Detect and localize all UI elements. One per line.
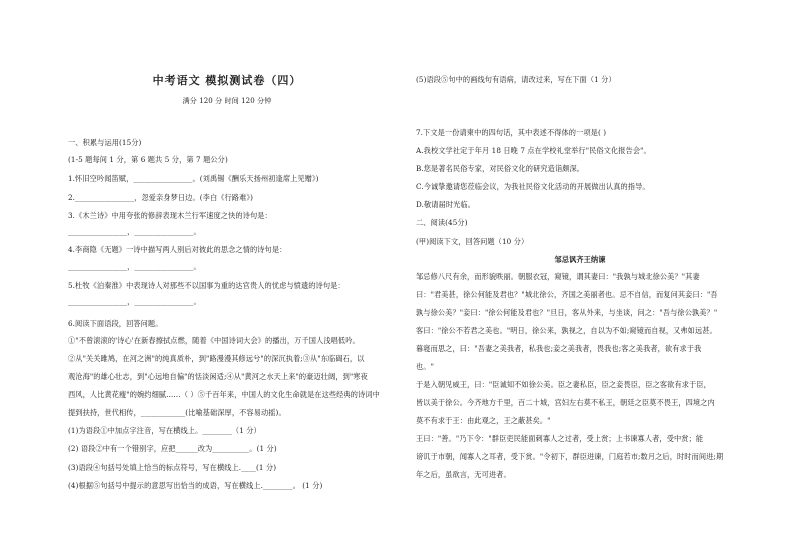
passage-line: 王曰："善。"乃下令："群臣吏民能面刺寡人之过者，受上赏；上书谏寡人者，受中赏；能	[416, 434, 704, 443]
left-line: 2.________________，忽爱亲身梦日边。(李白《行路难》)	[68, 193, 253, 202]
passage-line: 客曰："徐公不若君之美也。"明日，徐公来，孰视之，自以为不如;窥镜而自视，又弗如远甚。	[416, 326, 717, 335]
left-line: (4)根据⑤句括号中提示的意思写出恰当的成语，写在横线上.________。 (1 分)	[68, 481, 323, 490]
passage-line: 暮寝而思之，曰："吾妻之美我者，私我也;妾之美我者，畏我也;客之美我者，欲有求于我	[416, 344, 702, 353]
left-line: (2) 语段②中有一个错别字，应把______改为__________。(1 分)	[68, 444, 277, 453]
passage-line: 邹忌修八尺有余，而形貌昳丽。朝服衣冠，窥镜，谓其妻曰："我孰与城北徐公美？"其妻	[416, 272, 700, 281]
passage-line: 莫不有求于王：由此观之，王之蔽甚矣。"	[416, 416, 551, 425]
right-line: (5)语段⑤句中的画线句有语病，请改过来，写在下面（1 分）	[416, 75, 616, 84]
left-line: 4.李商隐《无题》一诗中描写两人别后对彼此的思念之情的诗句是：	[68, 245, 287, 254]
passage-line: 年之后，虽欲言，无可进者。	[416, 470, 511, 479]
left-line: 提到扶持，世代相传，____________(比喻基础深厚，不容易动摇)。	[68, 408, 286, 417]
left-line: ①"不曾滚滚的'诗心'在新春擦拭点燃，随着《中国诗词大会》的播出，万千国人浅唱低吟。	[68, 336, 360, 345]
right-line: 7.下文是一份请柬中的四句话，其中表述不得体的一项是( )	[416, 128, 607, 137]
right-line: C.今诚挚邀请您莅临会议，为我社民俗文化活动的开展做出认真的指导。	[416, 182, 650, 191]
exam-title: 中考语文 模拟测试卷（四）	[152, 74, 302, 87]
left-line: 观沧海"的雄心壮志，到"心远地自偏"的恬淡闲适;④从"黄河之水天上来"的豪迈壮阔，到"寒夜	[68, 372, 368, 381]
left-line: 3.《木兰诗》中用夸张的修辞表现木兰行军速度之快的诗句是：	[68, 211, 272, 220]
left-line: ②从"关关雎鸠，在河之洲"的纯真质朴，到"路漫漫其修远兮"的深沉执着;③从"东临碣石，以	[68, 354, 365, 363]
left-line: ________________，________________。	[68, 227, 201, 236]
passage-line: 曰："君美甚，徐公何能及君也？"城北徐公，齐国之美丽者也。忌不自信，而复问其妾曰："吾	[416, 290, 718, 299]
section-two-heading: 二、阅读(45分)	[416, 218, 468, 227]
exam-subtitle: 满分 120 分 时间 120 分钟	[182, 97, 272, 105]
left-line: (1)为语段①中加点字注音，写在横线上。________（1 分）	[68, 426, 261, 435]
passage-line: 于是入朝见威王，曰："臣诚知不如徐公美。臣之妻私臣，臣之妾畏臣，臣之客欲有求于臣，	[416, 380, 711, 389]
passage-line: 也。"	[416, 362, 434, 371]
passage-line: 孰与徐公美？"妾曰："徐公何能及君也？"旦日，客从外来，与坐谈，问之："吾与徐公孰美？"	[416, 308, 718, 317]
left-line: 5.杜牧《泊秦淮》中表现诗人对那些不以国事为重的达官贵人的忧虑与愤遗的诗句是：	[68, 281, 345, 290]
left-line: 1.怀旧空吟闻笛赋，________________。(刘禹锡《酬乐天扬州初逢席上见赠》)	[68, 174, 319, 183]
passage-title: 邹忌讽齐王纳谏	[554, 255, 606, 264]
left-line: ________________，________________。	[68, 262, 201, 271]
left-line: ________________，________________。	[68, 297, 201, 306]
left-line: (3)语段④句括号处填上恰当的标点符号，写在横线上.____(1 分)	[68, 463, 277, 472]
right-line: (甲)阅读下文，回答问题（10 分）	[416, 237, 529, 246]
right-line: B.您是著名民俗专家，对民俗文化的研究造诣颇深。	[416, 164, 585, 173]
right-line: D.敬请届时光临。	[416, 200, 476, 209]
passage-line: 皆以美于徐公。今齐地方千里，百二十城，宫妇左右莫不私王，朝廷之臣莫不畏王，四境之内	[416, 398, 715, 407]
left-line: 6.阅读下面语段，回答问题。	[68, 319, 163, 328]
left-line: 西风，人比黄花瘦"的婉约细腻……（ ）⑤千百年来，中国人的文化生命就是在这些经典的诗词中	[68, 390, 380, 399]
left-line: (1-5 题每间 1 分，第 6 题共 5 分，第 7 题公分)	[68, 155, 228, 164]
passage-line: 谤讥于市朝，闻寡人之耳者，受下赏。"令初下，群臣进谏，门庭若市;数月之后，时时而间进;期	[416, 452, 724, 461]
right-line: A.我校文学社定于年月 18 日晚 7 点在学校礼堂举行"民俗文化报告会"。	[416, 146, 651, 155]
section-one-heading: 一、积累与运用(15分)	[68, 138, 142, 147]
